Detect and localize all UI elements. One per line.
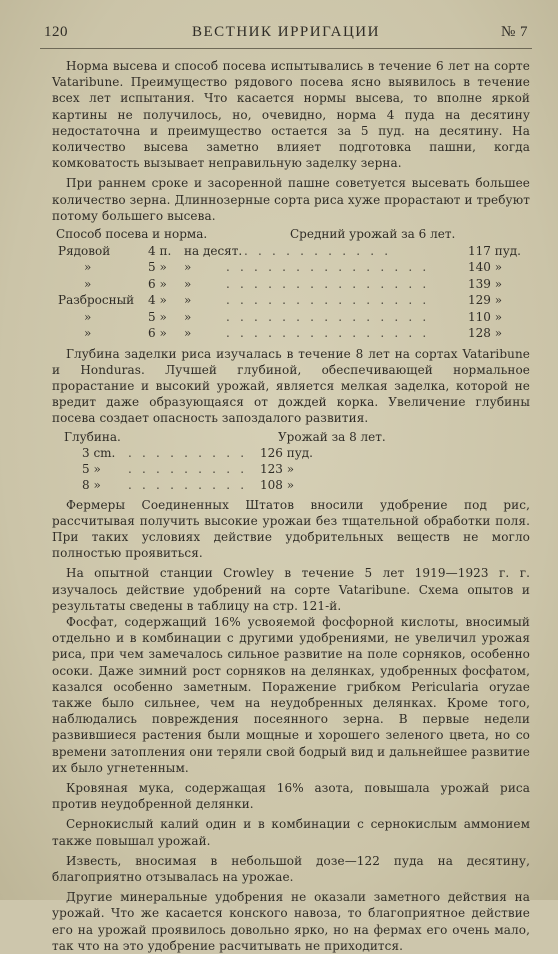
cell-yield: 139 » bbox=[468, 276, 503, 291]
page-number: 120 bbox=[44, 24, 68, 40]
table-row bbox=[52, 445, 530, 461]
table-row bbox=[52, 477, 530, 493]
cell-yield: 126 пуд. bbox=[260, 445, 313, 460]
table-row bbox=[52, 259, 530, 276]
table-row bbox=[52, 243, 530, 260]
paragraph-us-farmers: Фермеры Соединенных Штатов вносили удобрение под рис, рассчитывая получить высокие урожаи без тщательной обработки поля. При таких условиях действие удобрительных веществ не могло полностью проявиться. bbox=[52, 497, 530, 561]
table-row bbox=[52, 461, 530, 477]
cell-unit: » bbox=[184, 293, 192, 308]
cell-method: Рядовой bbox=[58, 243, 111, 258]
paragraph-potassium-sulfate: Сернокислый калий один и в комбинации с сернокислым аммонием также повышал урожай. bbox=[52, 817, 530, 848]
cell-method: » bbox=[84, 276, 92, 291]
paragraph-phosphate: Фосфат, содержащий 16% усвояемой фосфорной кислоты, вносимый отдельно и в комбинации с другими удобрениями, не увеличил урожая риса, при чем замечалось сильное развитие на поле сорняков, особенно осоки. Даже зимний рост сорняков на делянках, удобренных фосфатом, казался особенно заметным. Поражение грибком Periculаria оryzae также было сильнее, чем на неудобренных делянках. Кроме того, наблюдались повреждения посеянного зерна. В первые недели развившиеся растения были мощные и хорошего зеленого цвета, но со времени затопления они теряли свой бодрый вид и дальнейшее развитие их было угнетенным. bbox=[52, 614, 530, 775]
cell-yield: 110 » bbox=[468, 309, 503, 324]
cell-unit: » bbox=[184, 309, 192, 324]
dot-leader: . . . . . . . . . . . bbox=[244, 243, 392, 258]
cell-method: » bbox=[84, 260, 92, 275]
dot-leader: . . . . . . . . . . . . . . . bbox=[226, 309, 430, 324]
cell-norm: 6 » bbox=[148, 326, 167, 341]
paragraph-crowley-station: На опытной станции Crowley в течение 5 лет 1919—1923 г. г. изучалось действие удобрений на сорте Vatarіbune. Схема опытов и результаты сведены в таблицу на стр. 121-й. bbox=[52, 566, 530, 613]
cell-depth: 5 » bbox=[82, 461, 101, 476]
dot-leader: . . . . . . . . . bbox=[128, 477, 248, 492]
cell-yield: 129 » bbox=[468, 293, 503, 308]
cell-unit: » bbox=[184, 276, 192, 291]
cell-norm: 6 » bbox=[148, 276, 167, 291]
paragraph-early-sowing: При раннем сроке и засоренной пашне советуется высевать большее количество зерна. Длиннозерные сорта риса хуже прорастают и требуют потому большего высева. bbox=[52, 176, 530, 223]
cell-yield: 128 » bbox=[468, 326, 503, 341]
cell-norm: 5 » bbox=[148, 309, 167, 324]
cell-method: » bbox=[84, 309, 92, 324]
table-header-row bbox=[52, 226, 530, 243]
table-seeding-depth bbox=[52, 429, 530, 493]
table-header-depth: Глубина. bbox=[64, 429, 121, 444]
cell-norm: 4 » bbox=[148, 293, 167, 308]
cell-norm: 4 п. bbox=[148, 243, 172, 258]
dot-leader: . . . . . . . . . bbox=[128, 445, 248, 460]
paragraph-seeding-norm: Норма высева и способ посева испытывались в течение 6 лет на сорте Vatarіbune. Преимущество рядового посева ясно выявилось в течение всех лет испытания. Что касается нормы высева, то вполне яркой картины не получилось, но, очевидно, норма 4 пуда на десятину недостаточна и преимущество остается за 5 пуд. на десятину. На количество высева заметно влияет подготовка пашни, когда комковатость вызывает неправильную заделку зерна. bbox=[52, 59, 530, 171]
dot-leader: . . . . . . . . . . . . . . . bbox=[226, 276, 430, 291]
dot-leader: . . . . . . . . . . . . . . . bbox=[226, 293, 430, 308]
paragraph-seeding-depth: Глубина заделки риса изучалась в течение 8 лет на сортах Vatarіbune и Honduras. Лучшей глубиной, обеспечивающей нормальное прорастание и высокий урожай, является мелкая заделка, которой не вредит даже образующаяся от дождей корка. Увеличение глубины посева создает опасность запоздалого развития. bbox=[52, 346, 530, 426]
cell-unit: » bbox=[184, 326, 192, 341]
cell-depth: 3 cm. bbox=[82, 445, 116, 460]
cell-depth: 8 » bbox=[82, 477, 101, 492]
cell-yield: 123 » bbox=[260, 461, 295, 476]
cell-method: » bbox=[84, 326, 92, 341]
cell-unit: на десят. bbox=[184, 243, 243, 258]
journal-title: ВЕСТНИК ИРРИГАЦИИ bbox=[192, 24, 380, 40]
dot-leader: . . . . . . . . . bbox=[128, 461, 248, 476]
table-row bbox=[52, 276, 530, 293]
table-header-row bbox=[52, 429, 530, 445]
table-header-yield: Средний урожай за 6 лет. bbox=[290, 227, 456, 242]
paragraph-blood-meal: Кровяная мука, содержащая 16% азота, повышала урожай риса против неудобренной делянки. bbox=[52, 781, 530, 812]
table-header-method: Способ посева и норма. bbox=[56, 227, 208, 242]
page-header bbox=[44, 24, 528, 48]
cell-norm: 5 » bbox=[148, 260, 167, 275]
table-header-yield: Урожай за 8 лет. bbox=[278, 429, 386, 444]
cell-unit: » bbox=[184, 260, 192, 275]
cell-method: Разбросный bbox=[58, 293, 135, 308]
cell-yield: 108 » bbox=[260, 477, 295, 492]
cell-yield: 140 » bbox=[468, 260, 503, 275]
table-seeding-method bbox=[52, 226, 530, 342]
table-row bbox=[52, 309, 530, 326]
header-rule bbox=[40, 48, 532, 49]
article-body bbox=[52, 58, 530, 954]
issue-number: № 7 bbox=[500, 24, 528, 40]
paragraph-lime: Известь, вносимая в небольшой дозе—122 пуда на десятину, благоприятно отзывалась на урожае. bbox=[52, 853, 530, 885]
table-row bbox=[52, 292, 530, 309]
table-row bbox=[52, 325, 530, 342]
paragraph-other-fertilizers: Другие минеральные удобрения не оказали заметного действия на урожай. Что же касается конского навоза, то благоприятное действие его на урожай проявилось довольно ярко, но на фермах его очень мало, так что на это удобрение расчитывать не приходится. bbox=[52, 890, 530, 953]
dot-leader: . . . . . . . . . . . . . . . bbox=[226, 326, 430, 341]
dot-leader: . . . . . . . . . . . . . . . bbox=[226, 260, 430, 275]
cell-yield: 117 пуд. bbox=[468, 243, 521, 258]
